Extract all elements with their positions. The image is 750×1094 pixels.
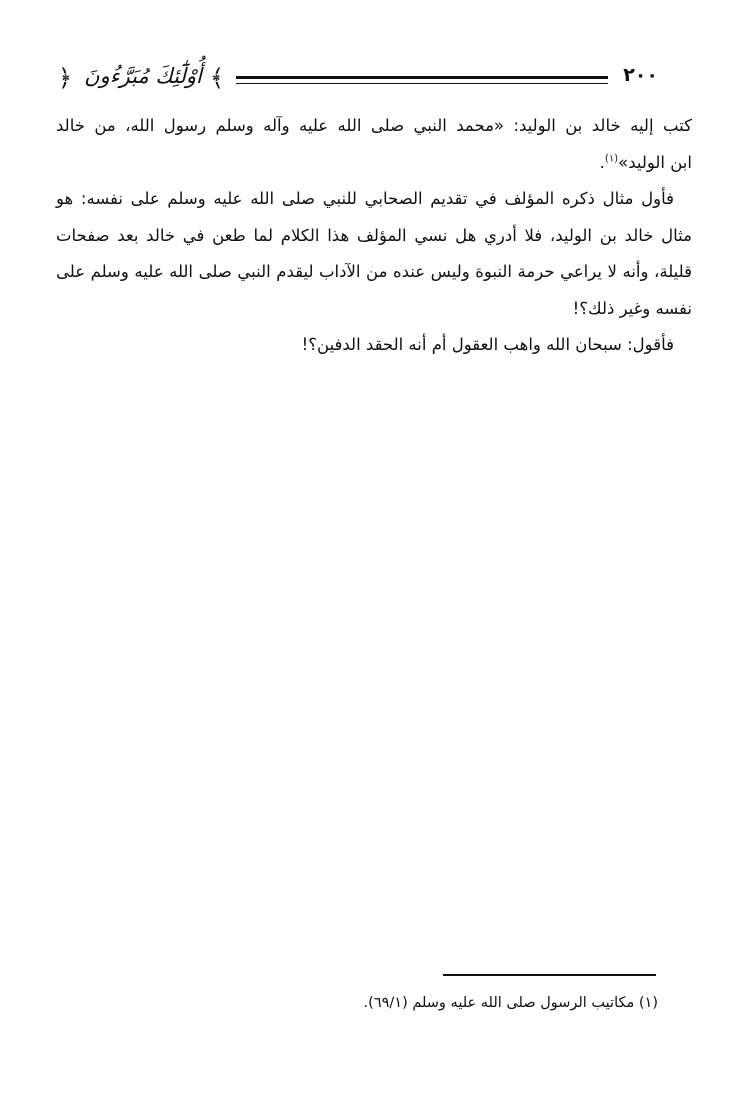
paragraph-2: فأول مثال ذكره المؤلف في تقديم الصحابي للنبي صلى الله عليه وسلم على نفسه: هو مثال خالد بن الوليد، فلا أدري هل نسي المؤلف هذا الكلام لما طعن في خالد بعد صفحات قليلة، وأنه لا يراعي حرمة النبوة وليس عنده من الآداب ليقدم النبي صلى الله عليه وسلم على نفسه وغير ذلك؟! — [56, 189, 692, 318]
page-number: ٢٠٠ — [623, 64, 658, 86]
paragraph-1-text-a: كتب إليه خالد بن الوليد: «محمد النبي صلى الله عليه وآله وسلم رسول الله، من خالد — [56, 116, 692, 135]
paragraph-1-line-1 — [56, 108, 692, 145]
book-title: أُوْلَٰٓئِكَ مُبَرَّءُونَ — [84, 64, 202, 88]
running-title — [58, 60, 228, 100]
paragraph-1-line-2 — [56, 145, 692, 182]
ornamental-bracket-left: ﴿ — [58, 64, 73, 92]
footnote: (١) مكاتيب الرسول صلى الله عليه وسلم (٦٩/١). — [363, 995, 658, 1011]
paragraph-1-end: . — [599, 152, 605, 172]
ornamental-bracket-right: ﴾ — [209, 64, 224, 92]
footnote-separator — [443, 974, 656, 976]
page-header — [58, 60, 658, 100]
header-rule — [236, 76, 608, 79]
footnote-reference: (١) — [604, 153, 619, 164]
main-text — [56, 108, 692, 364]
paragraph-1-text-b: ابن الوليد» — [618, 152, 692, 172]
paragraph-3: فأقول: سبحان الله واهب العقول أم أنه الحقد الدفين؟! — [301, 335, 674, 354]
